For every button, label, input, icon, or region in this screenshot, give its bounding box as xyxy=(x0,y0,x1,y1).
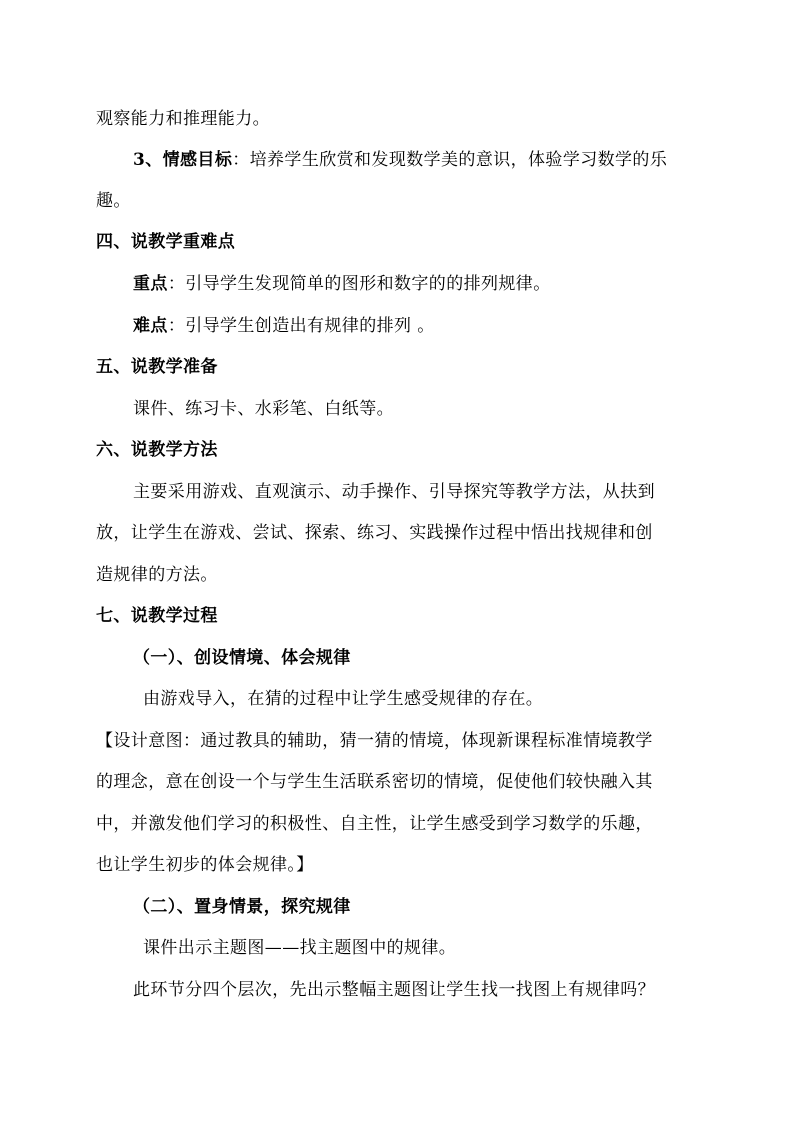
goal-3-label: 3、情感目标 xyxy=(133,150,233,170)
section-5-text: 课件、练习卡、水彩笔、白纸等。 xyxy=(133,399,394,419)
goal-3-text: ：培养学生欣赏和发现数学美的意识，体验学习数学的乐 xyxy=(232,150,668,170)
difficulty-label: 难点 xyxy=(133,316,168,336)
goal-3-line-2: 趣。 xyxy=(96,191,131,211)
goal-3-line-1 xyxy=(133,148,667,172)
design-intent-line-4: 也让学生初步的体会规律。】 xyxy=(96,855,314,875)
key-point-text: ：引导学生发现简单的图形和数字的的排列规律。 xyxy=(167,274,551,294)
design-intent-line-3: 中，并激发他们学习的积极性、自主性，让学生感受到学习数学的乐趣， xyxy=(96,814,653,834)
section-6-line-3: 造规律的方法。 xyxy=(96,565,218,585)
difficulty-text: ：引导学生创造出有规律的排列 。 xyxy=(167,316,435,336)
subsection-2-text-2: 此环节分四个层次，先出示整幅主题图让学生找一找图上有规律吗？ xyxy=(133,980,655,1000)
subsection-1-text: 由游戏导入，在猜的过程中让学生感受规律的存在。 xyxy=(143,689,544,709)
section-7-heading: 七、说教学过程 xyxy=(96,606,218,626)
section-5-heading: 五、说教学准备 xyxy=(96,357,218,377)
section-6-line-1: 主要采用游戏、直观演示、动手操作、引导探究等教学方法，从扶到 xyxy=(133,482,655,502)
paragraph-continuation: 观察能力和推理能力。 xyxy=(96,109,270,129)
section-6-line-2: 放，让学生在游戏、尝试、探索、练习、实践操作过程中悟出找规律和创 xyxy=(96,523,653,543)
subsection-2-heading: （二）、置身情景，探究规律 xyxy=(133,897,351,917)
key-point-label: 重点 xyxy=(133,274,168,294)
section-6-heading: 六、说教学方法 xyxy=(96,440,218,460)
difficulty-line xyxy=(133,314,435,338)
design-intent-line-2: 的理念，意在创设一个与学生生活联系密切的情境，促使他们较快融入其 xyxy=(96,772,653,792)
section-4-heading: 四、说教学重难点 xyxy=(96,232,236,252)
key-point-line xyxy=(133,272,551,296)
design-intent-line-1: 【设计意图：通过教具的辅助，猜一猜的情境，体现新课程标准情境教学 xyxy=(96,731,653,751)
subsection-2-text: 课件出示主题图——找主题图中的规律。 xyxy=(143,938,457,958)
subsection-1-heading: （一）、创设情境、体会规律 xyxy=(133,648,351,668)
